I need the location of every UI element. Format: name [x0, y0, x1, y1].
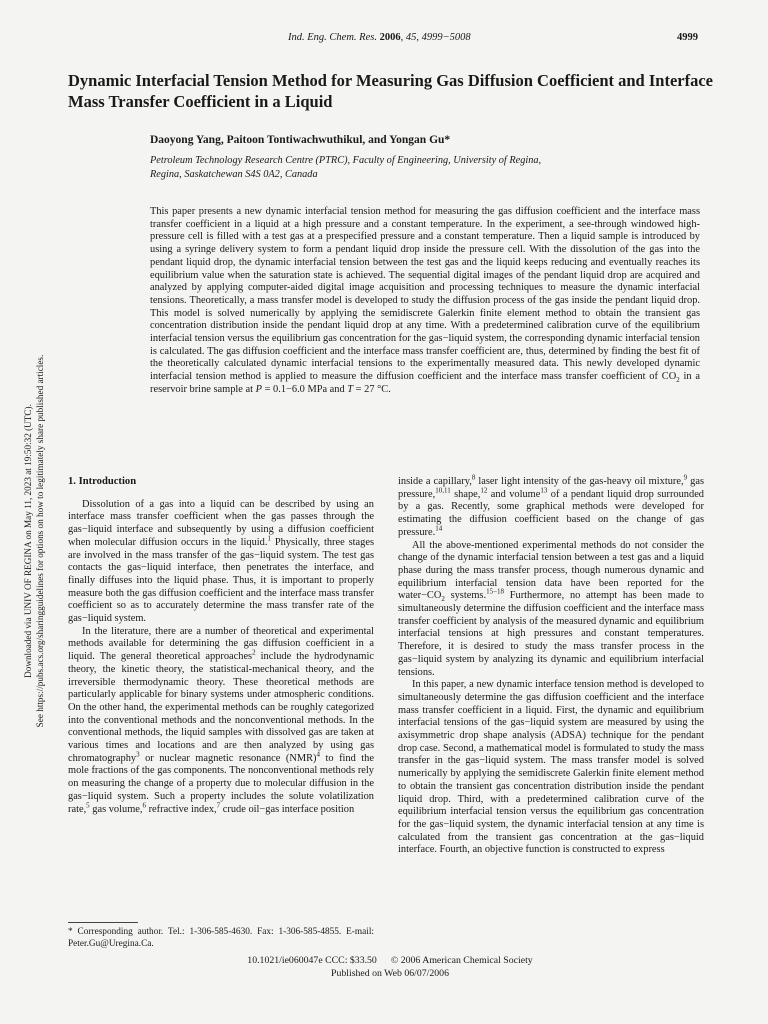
body-paragraph-3: In this paper, a new dynamic interface tension method is developed to simultaneously determine the gas diffusion coefficient and the interface mass transfer coefficient in a liquid. First, the dynamic and equilibrium interfacial tensions of the gas−liquid system are measured by using the axisymmetric drop shape analysis (ADSA) technique for the pendant drop case. Second, a mathematical model is formulated to study the mass transfer in the gas−liquid system. The mass transfer model is solved numerically by applying the semidiscrete Galerkin finite element method to obtain the transient gas concentration distribution inside the pendant liquid drop. Third, with a predetermined calibration curve of the equilibrium interfacial tension versus the equilibrium gas concentration for the gas−liquid system, the dynamic interfacial tension at any time is calculated from the transient gas concentration at the gas−liquid interface. Fourth, an objective function is constructed to express — [398, 679, 704, 856]
page-footer — [160, 955, 620, 980]
section-heading-introduction: 1. Introduction — [68, 476, 137, 487]
page-number: 4999 — [677, 32, 698, 43]
author-list: Daoyong Yang, Paitoon Tontiwachwuthikul, and Yongan Gu* — [150, 134, 451, 146]
journal-citation: Ind. Eng. Chem. Res. 2006, 45, 4999−5008 — [288, 32, 471, 43]
body-paragraph-2: All the above-mentioned experimental methods do not consider the change of the dynamic interfacial tension between a test gas and a liquid phase during the mass transfer process, though numerous dynamic and equilibrium interfacial tension data have been reported for the $water-CO_2$ systems.$^{15-18}$ Furthermore, no attempt has been made to simultaneously determine the diffusion coefficient and the interface mass transfer coefficient by analysis of the measured dynamic and equilibrium interfacial tensions at high pressures and constant temperatures. Therefore, it is desired to study the mass transfer process in the gas−liquid system by analyzing its dynamic and equilibrium interfacial tensions. — [398, 539, 704, 678]
intro-paragraph-2: In the literature, there are a number of theoretical and experimental methods available for determining the gas diffusion coefficient in a liquid. The general theoretical approaches$^2$ include the hydrodynamic theory, the kinetic theory, the statistical-mechanical theory, and the irreversible thermodynamic theory. These theoretical methods are particularly applicable for binary systems under atmospheric conditions. On the other hand, the experimental methods can be roughly categorized into the conventional methods and the nonconventional methods. In the conventional methods, the liquid samples with dissolved gas are taken at various times and locations and are then analyzed by using gas chromatography$^3$ or nuclear magnetic resonance (NMR)$^4$ to find the mole fractions of the gas components. The nonconventional methods rely on measuring the change of a property due to molecular diffusion in the gas−liquid system. Such a property includes the solute volatilization rate,$^5$ gas volume,$^6$ refractive index,$^7$ crude oil−gas interface position — [68, 625, 374, 815]
right-column — [398, 473, 705, 857]
doi-text: 10.1021/ie060047e CCC: $33.50 — [247, 955, 377, 966]
affiliation: Petroleum Technology Research Centre (PTRC), Faculty of Engineering, University of Regina, Regina, Saskatchewan S4S 0A2, Canada — [150, 155, 542, 180]
left-column — [68, 476, 374, 816]
publication-date: Published on Web 06/07/2006 — [331, 967, 449, 979]
footnote-rule — [68, 922, 138, 923]
corresponding-author-footnote: * Corresponding author. Tel.: 1-306-585-4630. Fax: 1-306-585-4855. E-mail: Peter.Gu@Uregina.Ca. — [68, 922, 374, 950]
intro-paragraph-1: Dissolution of a gas into a liquid can be described by using an interface mass transfer coefficient when the gas passes through the gas−liquid interface and subsequently by using a diffusion coefficient when molecular diffusion occurs in the liquid.$^1$ Physically, three stages are involved in the mass transfer of the gas−liquid system. The test gas contacts the gas−liquid interface, then penetrates the interface, and finally diffuses into the liquid phase. Thus, it is important to properly measure both the gas diffusion coefficient and the interface mass transfer coefficient so as to accurately determine the mass transfer rate of the gas−liquid system. — [68, 498, 374, 625]
running-header — [150, 32, 698, 48]
article-title: Dynamic Interfacial Tension Method for Measuring Gas Diffusion Coefficient and Interface Mass Transfer Coefficient in a Liquid — [68, 71, 713, 111]
abstract: This paper presents a new dynamic interfacial tension method for measuring the gas diffusion coefficient and the interface mass transfer coefficient in a liquid at a high pressure and a constant temperature. In the experiment, a see-through windowed high-pressure cell is filled with a test gas at a prespecified pressure and a constant temperature. Then a liquid sample is introduced by using a syringe delivery system to form a pendant liquid drop inside the pressure cell. With the dissolution of the gas into the pendant liquid drop, the dynamic interfacial tension between the test gas and the liquid keeps reducing and eventually reaches its equilibrium value when the saturation state is achieved. The sequential digital images of the pendant liquid drop are acquired and analyzed by applying computer-aided digital image acquisition and processing techniques to measure the dynamic interfacial tensions. Theoretically, a mass transfer model is developed to study the diffusion process of the gas inside the pendant liquid drop. This model is solved numerically by applying the semidiscrete Galerkin finite element method to obtain the transient gas concentration distribution inside the pendant liquid drop at any time. With a predetermined calibration curve of the equilibrium interfacial tension versus the equilibrium gas concentration for the gas−liquid system, the corresponding dynamic interfacial tension is calculated. The gas diffusion coefficient and the interface mass transfer coefficient are, thus, determined by finding the best fit of the theoretically calculated dynamic interfacial tensions to the experimentally measured data. This newly developed dynamic interfacial tension method is applied to measure the diffusion coefficient and the interface mass transfer coefficient of $CO_2$ in a reservoir brine sample at P = 0.1−6.0 MPa and T = 27 °C. — [150, 206, 700, 395]
copyright-text: © 2006 American Chemical Society — [390, 955, 533, 966]
download-notice-sidebar: Downloaded via UNIV OF REGINA on May 11, 2023 at 19:50:32 (UTC). See https://pubs.acs.org/sharingguidelines for options on how to legitimately share published articles. — [23, 354, 45, 728]
body-paragraph-continued: inside a capillary,$^8$ laser light intensity of the gas-heavy oil mixture,$^9$ gas pressure,$^{10,11}$ shape,$^{12}$ and volume$^{13}$ of a pendant liquid drop surrounded by a gas. Recently, some graphical methods were developed for estimating the diffusion coefficient based on the change of gas pressure.$^{14}$ — [398, 473, 705, 538]
